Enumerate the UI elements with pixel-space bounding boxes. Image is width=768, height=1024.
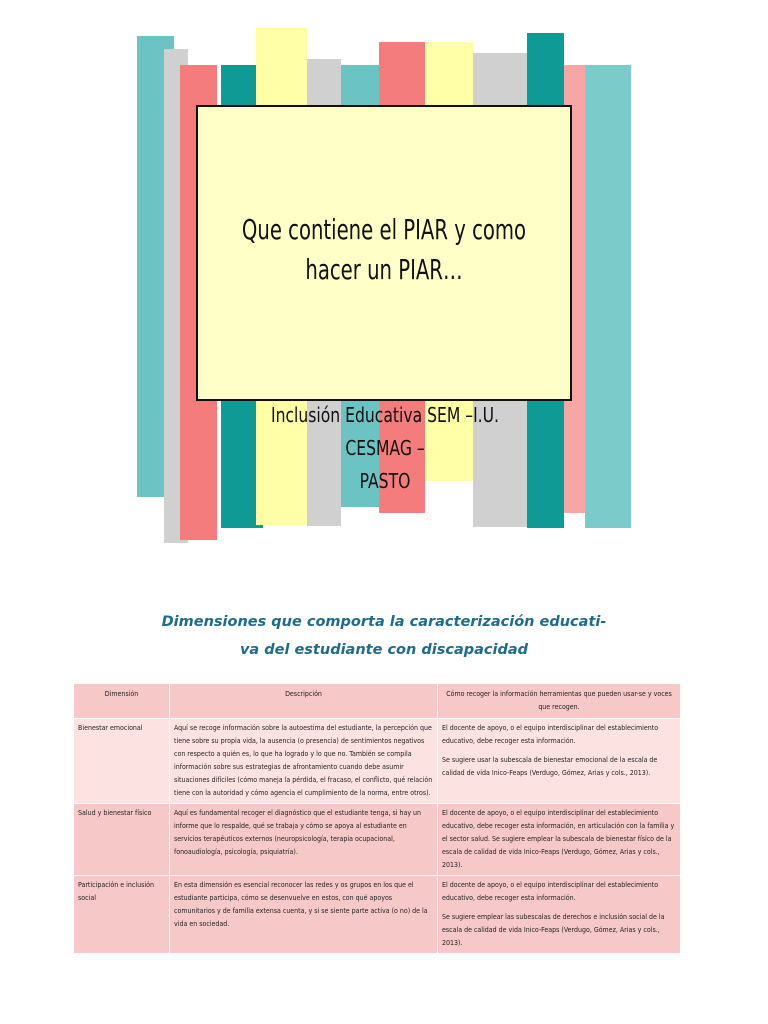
table-header-row [74, 684, 681, 719]
header-how-to-collect: Cómo recoger la información herramientas que pueden usar-se y voces que recogen. [438, 684, 681, 719]
cell-description: Aquí es fundamental recoger el diagnóstico que el estudiante tenga, si hay un informe que lo respalde, qué se trabaja y cómo se apoya al estudiante en servicios terapéuticos externos (neuropsicología, terapia ocupacional, fonoaudiología, psicología, psiquiatría). [170, 804, 438, 876]
cover-subtitle-line-1: Inclusión Educativa SEM –I.U. CESMAG – [270, 403, 500, 460]
section-heading [150, 608, 618, 664]
table-row [74, 876, 681, 954]
header-description: Descripción [170, 684, 438, 719]
cell-description: Aquí se recoge información sobre la autoestima del estudiante, la percepción que tiene sobre su propia vida, la ausencia (o presencia) de sentimientos negativos con respecto a quién es, lo que ha logrado y lo que no. También se compila información sobre sus estrategias de afrontamiento cuando debe asumir situaciones difíciles (cómo maneja la pérdida, el fracaso, el conflicto, qué relación tiene con la autoridad y cómo agencia el cumplimiento de la norma, entre otros). [170, 719, 438, 804]
cell-how-paragraph: El docente de apoyo, o el equipo interdisciplinar del establecimiento educativo, debe recoger esta información. [442, 724, 659, 745]
cell-dimension: Participación e inclusión social [74, 876, 170, 954]
cell-how-paragraph: El docente de apoyo, o el equipo interdisciplinar del establecimiento educativo, debe recoger esta información, en articulación con la familia y el sector salud. Se sugiere emplear la subescala de bienestar físico de la escala de calidad de vida Inico-Feaps (Verdugo, Gómez, Arias y cols., 2013). [442, 809, 675, 869]
cover-subtitle [200, 399, 570, 498]
cell-dimension: Salud y bienestar físico [74, 804, 170, 876]
cell-how-to-collect [438, 804, 681, 876]
cover-title: Que contiene el PIAR y como hacer un PIAR… [241, 213, 527, 286]
dimensions-table [73, 683, 681, 954]
table-row [74, 719, 681, 804]
header-dimension: Dimensión [74, 684, 170, 719]
section-heading-line-1: Dimensiones que comporta la caracterización educati- [161, 614, 607, 630]
cover-title-box [196, 105, 572, 401]
cell-dimension: Bienestar emocional [74, 719, 170, 804]
cell-how-to-collect [438, 876, 681, 954]
table-row [74, 804, 681, 876]
cell-how-paragraph: El docente de apoyo, o el equipo interdisciplinar del establecimiento educativo, debe recoger esta información. [442, 881, 659, 902]
stripe [585, 65, 631, 528]
cell-description: En esta dimensión es esencial reconocer las redes y os grupos en los que el estudiante participa, cómo se desenvuelve en estos, con qué apoyos comunitarios y de familia extensa cuenta, y si se siente parte activa (o no) de la vida en sociedad. [170, 876, 438, 954]
cell-how-paragraph: Se sugiere usar la subescala de bienestar emocional de la escala de calidad de vida Inico-Feaps (Verdugo, Gómez, Arias y cols., 2013). [442, 756, 658, 777]
cell-how-paragraph: Se sugiere emplear las subescalas de derechos e inclusión social de la escala de calidad de vida Inico-Feaps (Verdugo, Gómez, Arias y cols., 2013). [442, 913, 665, 947]
cover-subtitle-line-2: PASTO [359, 469, 411, 493]
section-heading-line-2: va del estudiante con discapacidad [239, 642, 529, 658]
cell-how-to-collect [438, 719, 681, 804]
